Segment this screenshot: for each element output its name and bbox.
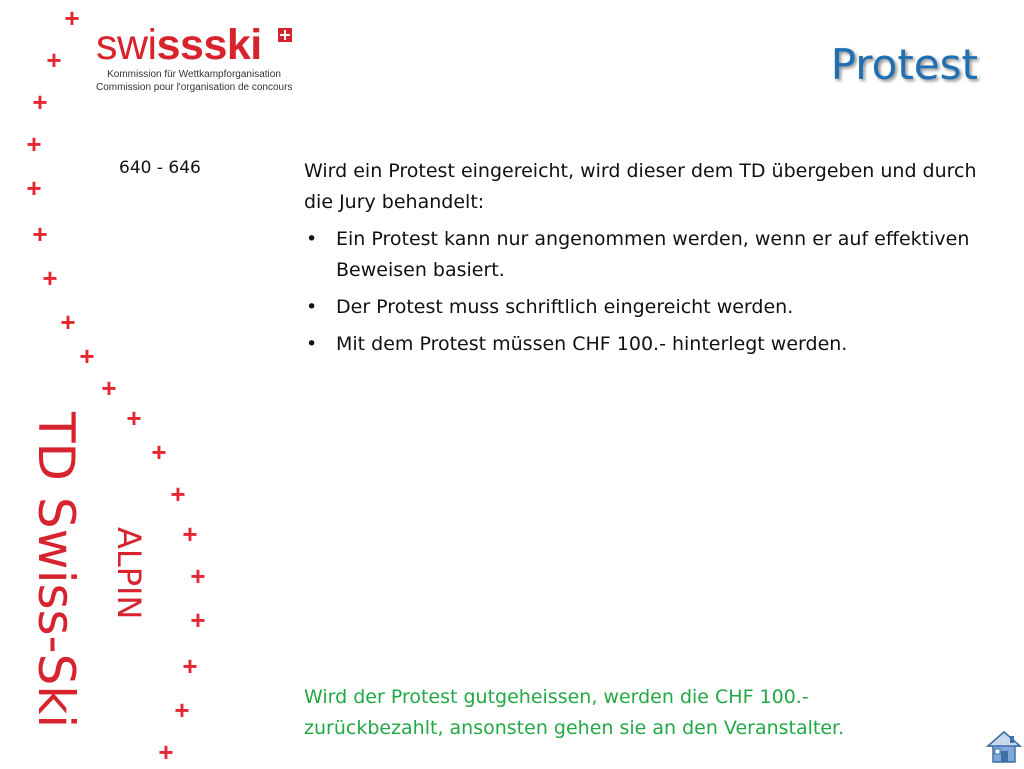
side-title-td-swiss-ski: TD Swiss-Ski xyxy=(27,412,85,729)
logo-subtitle-de: Kommission für Wettkampforganisation xyxy=(107,69,281,80)
plus-icon: + xyxy=(26,129,42,159)
plus-icon: + xyxy=(32,87,48,117)
plus-icon: + xyxy=(32,219,48,249)
list-item-text: Ein Protest kann nur angenommen werden, wenn er auf effektiven Beweisen basiert. xyxy=(336,228,970,281)
slide-body xyxy=(304,156,994,366)
plus-icon: + xyxy=(190,561,206,591)
logo-wordmark-bold: ssski xyxy=(156,21,262,69)
bullet-icon: • xyxy=(306,228,318,250)
list-item-text: Der Protest muss schriftlich eingereicht werden. xyxy=(336,296,794,318)
plus-icon: + xyxy=(151,437,167,467)
logo-subtitle-fr: Commission pour l'organisation de concours xyxy=(96,82,293,93)
plus-icon: + xyxy=(79,341,95,371)
bullet-list xyxy=(304,224,994,360)
logo-wordmark-thin: swi xyxy=(96,21,157,69)
list-item-text: Mit dem Protest müssen CHF 100.- hinterlegt werden. xyxy=(336,333,848,355)
side-title-alpin: ALPIN xyxy=(110,527,148,620)
refund-note: Wird der Protest gutgeheissen, werden die CHF 100.- zurückbezahlt, ansonsten gehen sie an den Veranstalter. xyxy=(304,686,845,739)
plus-icon: + xyxy=(101,373,117,403)
home-icon xyxy=(986,730,1022,764)
plus-icon: + xyxy=(158,737,174,767)
plus-icon: + xyxy=(126,403,142,433)
list-item xyxy=(304,224,994,286)
slide-title: Protest xyxy=(830,40,978,89)
list-item xyxy=(304,329,994,360)
plus-icon: + xyxy=(174,695,190,725)
plus-icon: + xyxy=(26,173,42,203)
rule-reference: 640 - 646 xyxy=(119,158,201,178)
plus-icon: + xyxy=(60,307,76,337)
plus-icon: + xyxy=(182,651,198,681)
swissski-logo xyxy=(96,22,306,94)
intro-text: Wird ein Protest eingereicht, wird dieser dem TD übergeben und durch die Jury behandelt: xyxy=(304,160,977,213)
logo-wordmark xyxy=(96,22,306,68)
plus-icon: + xyxy=(190,605,206,635)
plus-icon: + xyxy=(46,45,62,75)
plus-icon: + xyxy=(42,263,58,293)
home-button[interactable] xyxy=(986,730,1022,764)
list-item xyxy=(304,292,994,323)
plus-icon: + xyxy=(170,479,186,509)
plus-icon: + xyxy=(64,3,80,33)
bullet-icon: • xyxy=(306,333,318,355)
bullet-icon: • xyxy=(306,296,318,318)
plus-icon: + xyxy=(182,519,198,549)
swiss-cross-icon xyxy=(278,28,292,42)
